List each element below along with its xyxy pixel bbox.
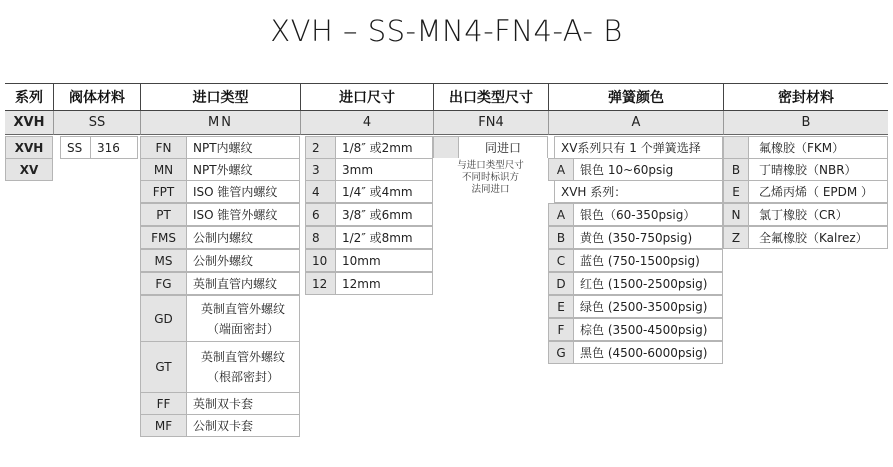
inlet-type-desc: ISO 锥管外螺纹: [186, 203, 300, 226]
spring-code: B: [548, 226, 574, 249]
seal-desc: 乙烯丙烯（ EPDM ）: [748, 180, 888, 203]
inlet-type-code: MS: [140, 249, 187, 272]
spring-desc: 红色 (1500-2500psig): [573, 272, 723, 295]
spring-desc: 银色（60-350psig）: [573, 203, 723, 226]
code-material: SS: [53, 111, 140, 135]
inlet-type-code: FPT: [140, 180, 187, 203]
outlet-note: [433, 158, 548, 206]
code-outlet: FN4: [433, 111, 548, 135]
header-spring-color: 弹簧颜色: [548, 83, 723, 111]
inlet-type-code: GD: [140, 295, 187, 342]
inlet-size-code: 8: [305, 226, 336, 249]
inlet-type-code: PT: [140, 203, 187, 226]
header-inlet-type: 进口类型: [140, 83, 300, 111]
spring-desc: 银色 10~60psig: [573, 158, 723, 181]
header-outlet-type-size: 出口类型尺寸: [433, 83, 548, 111]
spring-code: C: [548, 249, 574, 272]
inlet-type-desc-line2: （端面密封）: [206, 321, 279, 336]
inlet-size-code: 10: [305, 249, 336, 272]
outlet-note-line1: 与进口类型尺寸: [457, 160, 524, 171]
seal-desc: 全氟橡胶（Kalrez）: [748, 226, 888, 249]
outlet-same-as-inlet: 同进口: [458, 136, 548, 159]
inlet-size-value: 1/2″ 或8mm: [335, 226, 433, 249]
code-spring: A: [548, 111, 723, 135]
spring-desc: 棕色 (3500-4500psig): [573, 318, 723, 341]
inlet-size-value: 10mm: [335, 249, 433, 272]
inlet-type-desc: 英制双卡套: [186, 392, 300, 415]
inlet-size-value: 1/4″ 或4mm: [335, 180, 433, 203]
inlet-type-desc: 公制双卡套: [186, 414, 300, 437]
outlet-blank: [433, 136, 459, 159]
series-xvh: XVH: [5, 136, 53, 159]
inlet-size-code: 6: [305, 203, 336, 226]
seal-code: E: [723, 180, 749, 203]
inlet-size-value: 1/8″ 或2mm: [335, 136, 433, 159]
inlet-type-code: FF: [140, 392, 187, 415]
header-body-material: 阀体材料: [53, 83, 140, 111]
inlet-type-code: MF: [140, 414, 187, 437]
inlet-type-desc-line2: （根部密封）: [206, 370, 279, 384]
code-inlet-type: MN: [140, 111, 300, 135]
seal-desc: 丁晴橡胶（NBR）: [748, 158, 888, 181]
inlet-type-desc: NPT内螺纹: [186, 136, 300, 159]
spring-desc: 黄色 (350-750psig): [573, 226, 723, 249]
outlet-note-line2: 不同时标识方: [461, 172, 519, 183]
inlet-type-desc-line1: 英制直管外螺纹: [200, 350, 285, 364]
spring-desc: 绿色 (2500-3500psig): [573, 295, 723, 318]
seal-code: B: [723, 158, 749, 181]
inlet-type-desc: [186, 341, 300, 393]
part-number-title: XVH – SS-MN4-FN4-A- B: [270, 14, 623, 48]
seal-code: Z: [723, 226, 749, 249]
code-series: XVH: [5, 111, 53, 135]
material-name: 316: [90, 136, 138, 159]
spring-desc: 黑色 (4500-6000psig): [573, 341, 723, 364]
inlet-size-code: 12: [305, 272, 336, 295]
inlet-type-desc: 公制外螺纹: [186, 249, 300, 272]
seal-desc: 氯丁橡胶（CR）: [748, 203, 888, 226]
header-series: 系列: [5, 83, 53, 111]
header-inlet-size: 进口尺寸: [300, 83, 433, 111]
spring-desc: 蓝色 (750-1500psig): [573, 249, 723, 272]
inlet-type-desc: [186, 295, 300, 342]
outlet-note-line3: 法同进口: [471, 184, 510, 195]
series-xv: XV: [5, 158, 53, 181]
inlet-type-desc: ISO 锥管内螺纹: [186, 180, 300, 203]
spring-code: A: [548, 158, 574, 181]
spring-code: A: [548, 203, 574, 226]
spring-code: D: [548, 272, 574, 295]
seal-desc: 氟橡胶（FKM）: [748, 136, 888, 159]
inlet-type-code: FN: [140, 136, 187, 159]
code-seal: B: [723, 111, 888, 135]
spring-xvh-label: XVH 系列：: [554, 180, 723, 203]
spring-code: G: [548, 341, 574, 364]
code-inlet-size: 4: [300, 111, 433, 135]
inlet-size-value: 12mm: [335, 272, 433, 295]
inlet-size-value: 3/8″ 或6mm: [335, 203, 433, 226]
seal-code: N: [723, 203, 749, 226]
inlet-type-code: MN: [140, 158, 187, 181]
spring-xv-note: XV系列只有 1 个弹簧选择: [554, 136, 723, 159]
inlet-size-value: 3mm: [335, 158, 433, 181]
inlet-size-code: 3: [305, 158, 336, 181]
inlet-size-code: 4: [305, 180, 336, 203]
spring-code: F: [548, 318, 574, 341]
inlet-type-desc: NPT外螺纹: [186, 158, 300, 181]
inlet-type-desc-line1: 英制直管外螺纹: [200, 301, 285, 316]
seal-code: [723, 136, 749, 159]
inlet-size-code: 2: [305, 136, 336, 159]
header-seal-material: 密封材料: [723, 83, 888, 111]
material-code: SS: [60, 136, 91, 159]
inlet-type-desc: 公制内螺纹: [186, 226, 300, 249]
inlet-type-code: FG: [140, 272, 187, 295]
inlet-type-desc: 英制直管内螺纹: [186, 272, 300, 295]
inlet-type-code: FMS: [140, 226, 187, 249]
inlet-type-code: GT: [140, 341, 187, 393]
spring-code: E: [548, 295, 574, 318]
